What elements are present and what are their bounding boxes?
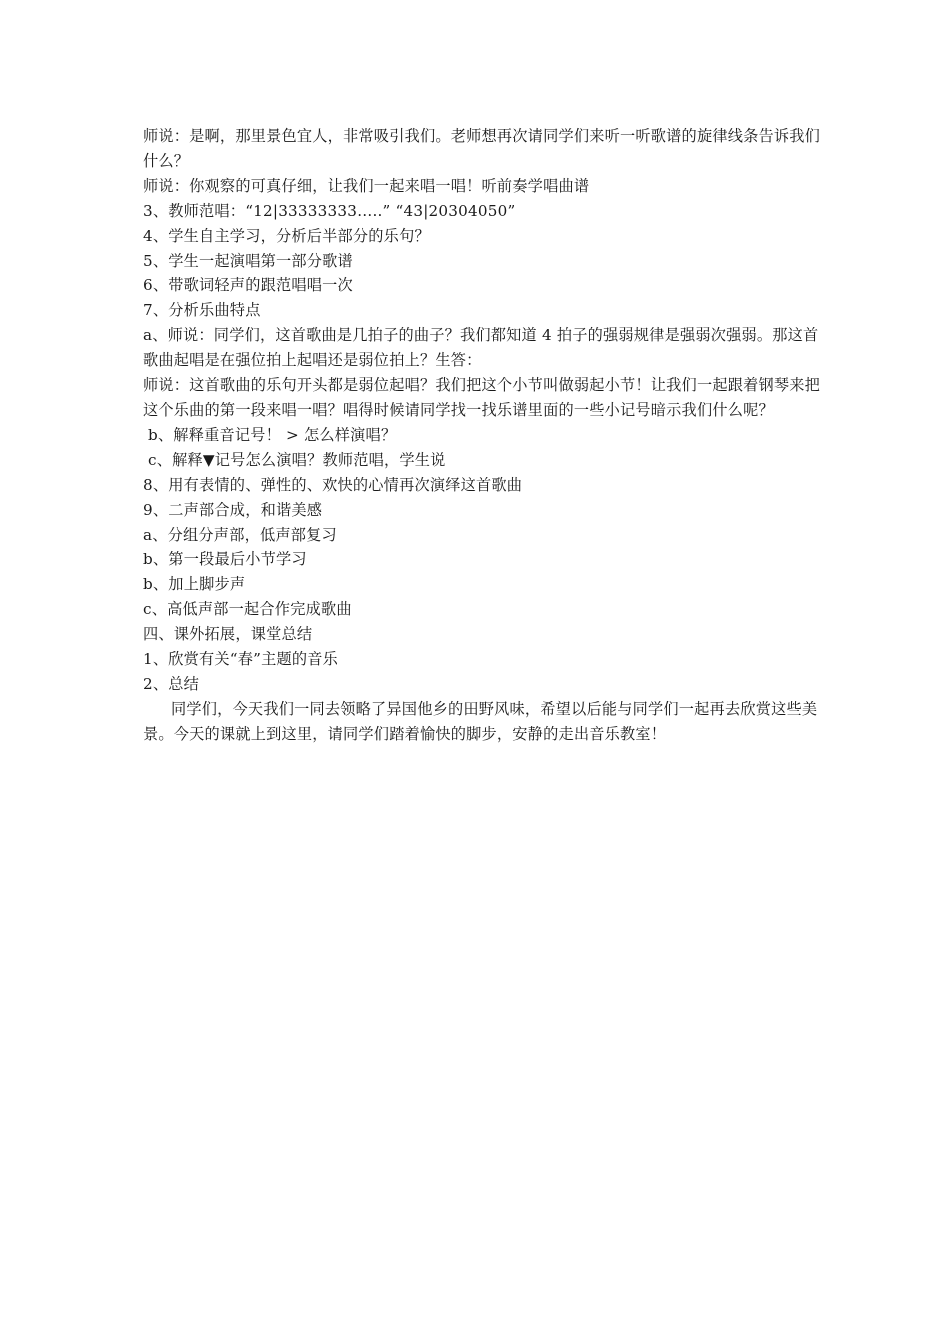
step-4-self-study: 4、学生自主学习，分析后半部分的乐句？ (143, 226, 430, 245)
step-5-sing-score: 5、学生一起演唱第一部分歌谱 (143, 251, 353, 270)
step-7a-meter-question: a、师说：同学们，这首歌曲是几拍子的曲子？我们都知道 4 拍子的强弱规律是强弱次强弱。那这首歌曲起唱是在强位拍上起唱还是弱位拍上？生答： (143, 326, 819, 370)
document-body (143, 124, 823, 747)
step-9b-footsteps: b、加上脚步声 (143, 575, 246, 594)
section-4-item-2: 2、总结 (143, 674, 200, 693)
paragraph-closing: 同学们，今天我们一同去领略了异国他乡的田野风味，希望以后能与同学们一起再去欣赏这些美景。今天的课就上到这里，请同学们踏着愉快的脚步，安静的走出音乐教室！ (143, 699, 818, 743)
step-8-expressive-singing: 8、用有表情的、弹性的、欢快的心情再次演绎这首歌曲 (143, 475, 523, 494)
step-6-sing-lyrics: 6、带歌词轻声的跟范唱唱一次 (143, 276, 353, 295)
paragraph-teacher-remark-2: 师说：你观察的可真仔细，让我们一起来唱一唱！听前奏学唱曲谱 (143, 176, 590, 195)
section-4-item-1: 1、欣赏有关“春”主题的音乐 (143, 650, 339, 669)
step-9b-last-measure: b、第一段最后小节学习 (143, 550, 307, 569)
step-7c-staccato-mark: c、解释▼记号怎么演唱？教师范唱，学生说 (148, 450, 446, 469)
paragraph-pickup-measure: 师说：这首歌曲的乐句开头都是弱位起唱？我们把这个小节叫做弱起小节！让我们一起跟着钢琴来把这个乐曲的第一段来唱一唱？唱得时候请同学找一找乐谱里面的一些小记号暗示我们什么呢？ (143, 376, 821, 419)
step-7b-accent-mark: b、解释重音记号！ > 怎么样演唱？ (148, 425, 397, 444)
step-7-analyze: 7、分析乐曲特点 (143, 301, 261, 320)
step-9c-combine: c、高低声部一起合作完成歌曲 (143, 600, 352, 619)
step-9a-groups: a、分组分声部，低声部复习 (143, 525, 337, 544)
section-4-heading: 四、课外拓展，课堂总结 (143, 625, 313, 644)
paragraph-teacher-remark-1: 师说：是啊，那里景色宜人，非常吸引我们。老师想再次请同学们来听一听歌谱的旋律线条告诉我们什么？ (143, 127, 821, 170)
step-9-two-part: 9、二声部合成，和谐美感 (143, 500, 323, 519)
step-3-teacher-demo: 3、教师范唱：“12|33333333…..” “43|20304050” (143, 201, 516, 220)
